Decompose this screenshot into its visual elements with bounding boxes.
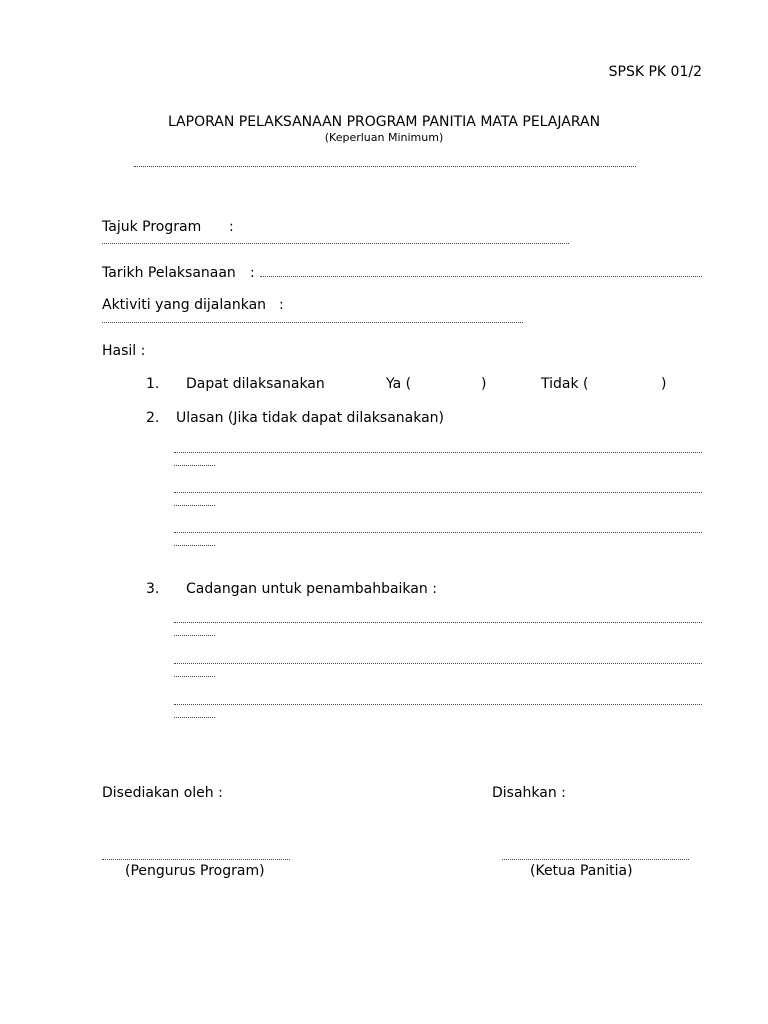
hasil-label: Hasil : bbox=[102, 343, 146, 359]
aktiviti-colon: : bbox=[279, 297, 284, 313]
aktiviti-label: Aktiviti yang dijalankan bbox=[102, 297, 267, 313]
cadangan-line-3[interactable] bbox=[174, 704, 702, 705]
item3-label: Cadangan untuk penambahbaikan : bbox=[186, 581, 437, 597]
item3-number: 3. bbox=[146, 581, 160, 597]
item1-label: Dapat dilaksanakan bbox=[186, 376, 325, 392]
page-subtitle: (Keperluan Minimum) bbox=[324, 131, 444, 144]
tarikh-colon: : bbox=[250, 265, 255, 281]
ulasan-line-1[interactable] bbox=[174, 452, 702, 453]
ulasan-line-3[interactable] bbox=[174, 532, 702, 533]
form-code: SPSK PK 01/2 bbox=[608, 64, 702, 80]
approved-role: (Ketua Panitia) bbox=[530, 863, 633, 879]
ulasan-line-1-cont[interactable] bbox=[174, 465, 215, 466]
tajuk-label: Tajuk Program bbox=[102, 219, 202, 235]
cadangan-line-2-cont[interactable] bbox=[174, 676, 215, 677]
tarikh-label: Tarikh Pelaksanaan bbox=[102, 265, 236, 281]
ulasan-line-3-cont[interactable] bbox=[174, 545, 215, 546]
tajuk-input-line[interactable] bbox=[102, 243, 569, 244]
tidak-checkbox-open[interactable]: Tidak ( bbox=[541, 376, 589, 392]
prepared-role: (Pengurus Program) bbox=[125, 863, 265, 879]
approved-by-label: Disahkan : bbox=[492, 785, 566, 801]
tidak-checkbox-close: ) bbox=[661, 376, 667, 392]
ulasan-line-2-cont[interactable] bbox=[174, 505, 215, 506]
cadangan-line-1[interactable] bbox=[174, 622, 702, 623]
approved-signature-line[interactable] bbox=[502, 859, 689, 860]
prepared-by-label: Disediakan oleh : bbox=[102, 785, 223, 801]
page-title: LAPORAN PELAKSANAAN PROGRAM PANITIA MATA PELAJARAN bbox=[167, 114, 601, 130]
item1-number: 1. bbox=[146, 376, 160, 392]
tarikh-input-line[interactable] bbox=[260, 276, 702, 277]
cadangan-line-3-cont[interactable] bbox=[174, 717, 215, 718]
ya-checkbox-close: ) bbox=[481, 376, 487, 392]
item2-number: 2. bbox=[146, 410, 160, 426]
cadangan-line-2[interactable] bbox=[174, 663, 702, 664]
tajuk-colon: : bbox=[229, 219, 234, 235]
title-blank-line[interactable] bbox=[134, 166, 636, 167]
aktiviti-input-line[interactable] bbox=[102, 322, 523, 323]
item2-label: Ulasan (Jika tidak dapat dilaksanakan) bbox=[176, 410, 445, 426]
prepared-signature-line[interactable] bbox=[102, 859, 290, 860]
ya-checkbox-open[interactable]: Ya ( bbox=[386, 376, 412, 392]
cadangan-line-1-cont[interactable] bbox=[174, 635, 215, 636]
ulasan-line-2[interactable] bbox=[174, 492, 702, 493]
